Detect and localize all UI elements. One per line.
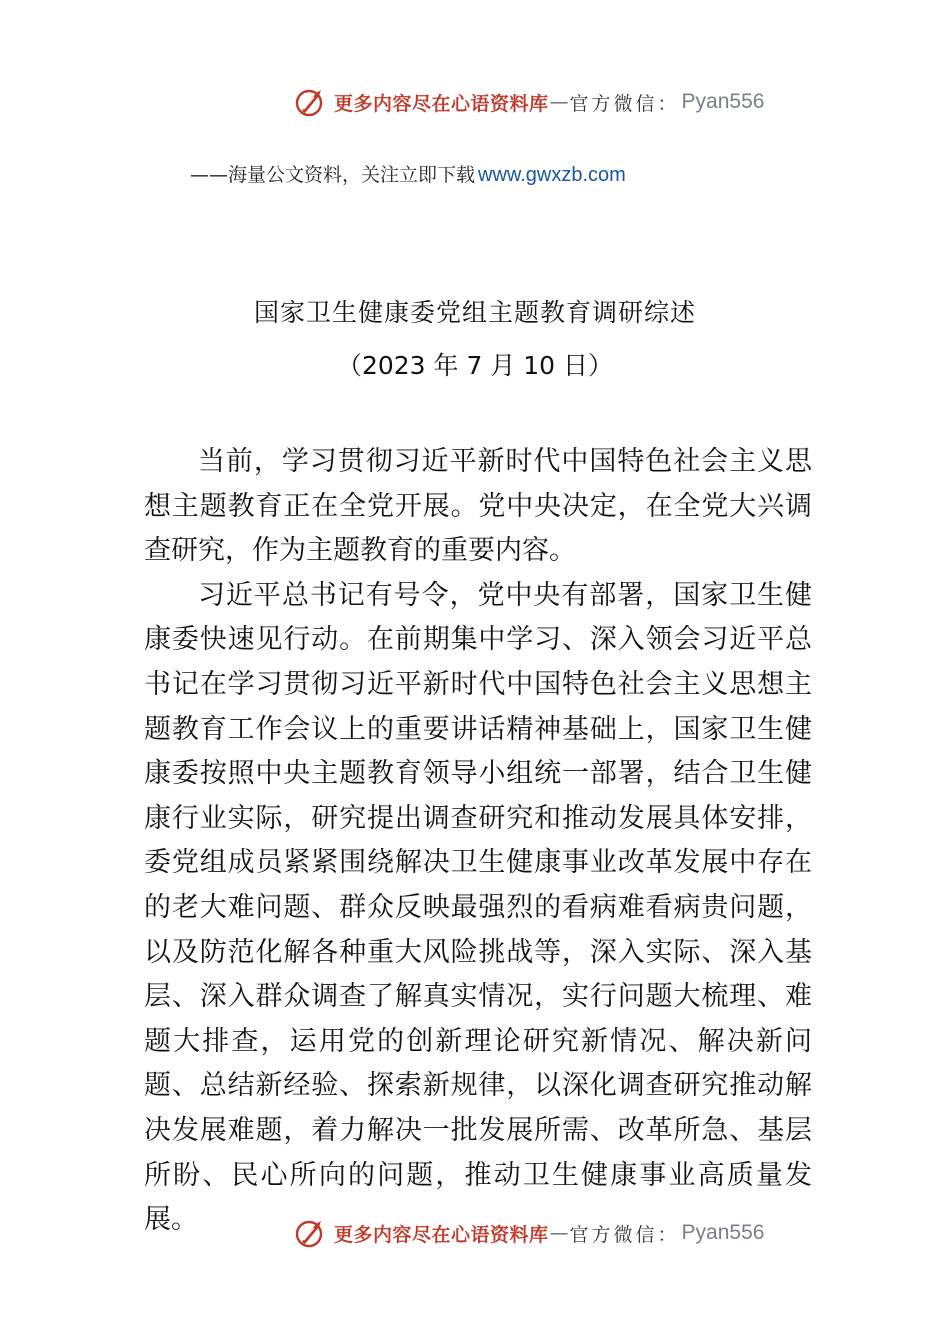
body-paragraph: 习近平总书记有号令，党中央有部署，国家卫生健康委快速见行动。在前期集中学习、深入领会习近平总书记在学习贯彻习近平新时代中国特色社会主义思想主题教育工作会议上的重要讲话精神基础上，国家卫生健康委按照中央主题教育领导小组统一部署，结合卫生健康行业实际，研究提出调查研究和推动发展具体安排，委党组成员紧紧围绕解决卫生健康事业改革发展中存在的老大难问题、群众反映最强烈的看病难看病贵问题，以及防范化解各种重大风险挑战等，深入实际、深入基层、深入群众调查了解真实情况，实行问题大梳理、难题大排查，运用党的创新理论研究新情况、解决新问题、总结新经验、探索新规律，以深化调查研究推动解决发展难题，着力解决一批发展所需、改革所急、基层所盼、民心所向的问题，推动卫生健康事业高质量发展。 (144, 579, 812, 1236)
body-paragraph: 当前，学习贯彻习近平新时代中国特色社会主义思想主题教育正在全党开展。党中央决定，在全党大兴调查研究，作为主题教育的重要内容。 (144, 446, 812, 567)
pen-nib-logo-icon (292, 1215, 328, 1251)
promo-dash: — (549, 1222, 569, 1244)
footer-banner (292, 1213, 764, 1253)
website-link[interactable]: www.gwxzb.com (478, 164, 626, 186)
document-body (144, 440, 812, 1243)
promo-text: 更多内容尽在心语资料库 (334, 92, 549, 115)
wechat-id: Pyan556 (681, 90, 765, 113)
document-title: 国家卫生健康委党组主题教育调研综述 (253, 298, 696, 327)
download-notice-text: ——海量公文资料，关注立即下载 (190, 164, 476, 186)
promo-text: 更多内容尽在心语资料库 (334, 1223, 549, 1246)
pen-nib-logo-icon (292, 84, 328, 120)
wechat-id: Pyan556 (681, 1221, 765, 1244)
wechat-label: 官方微信： (569, 1223, 680, 1246)
document-date: （2023 年 7 月 10 日） (336, 351, 614, 380)
download-notice (190, 160, 626, 187)
header-banner (292, 82, 764, 122)
wechat-label: 官方微信： (569, 92, 680, 115)
promo-dash: — (549, 91, 569, 113)
